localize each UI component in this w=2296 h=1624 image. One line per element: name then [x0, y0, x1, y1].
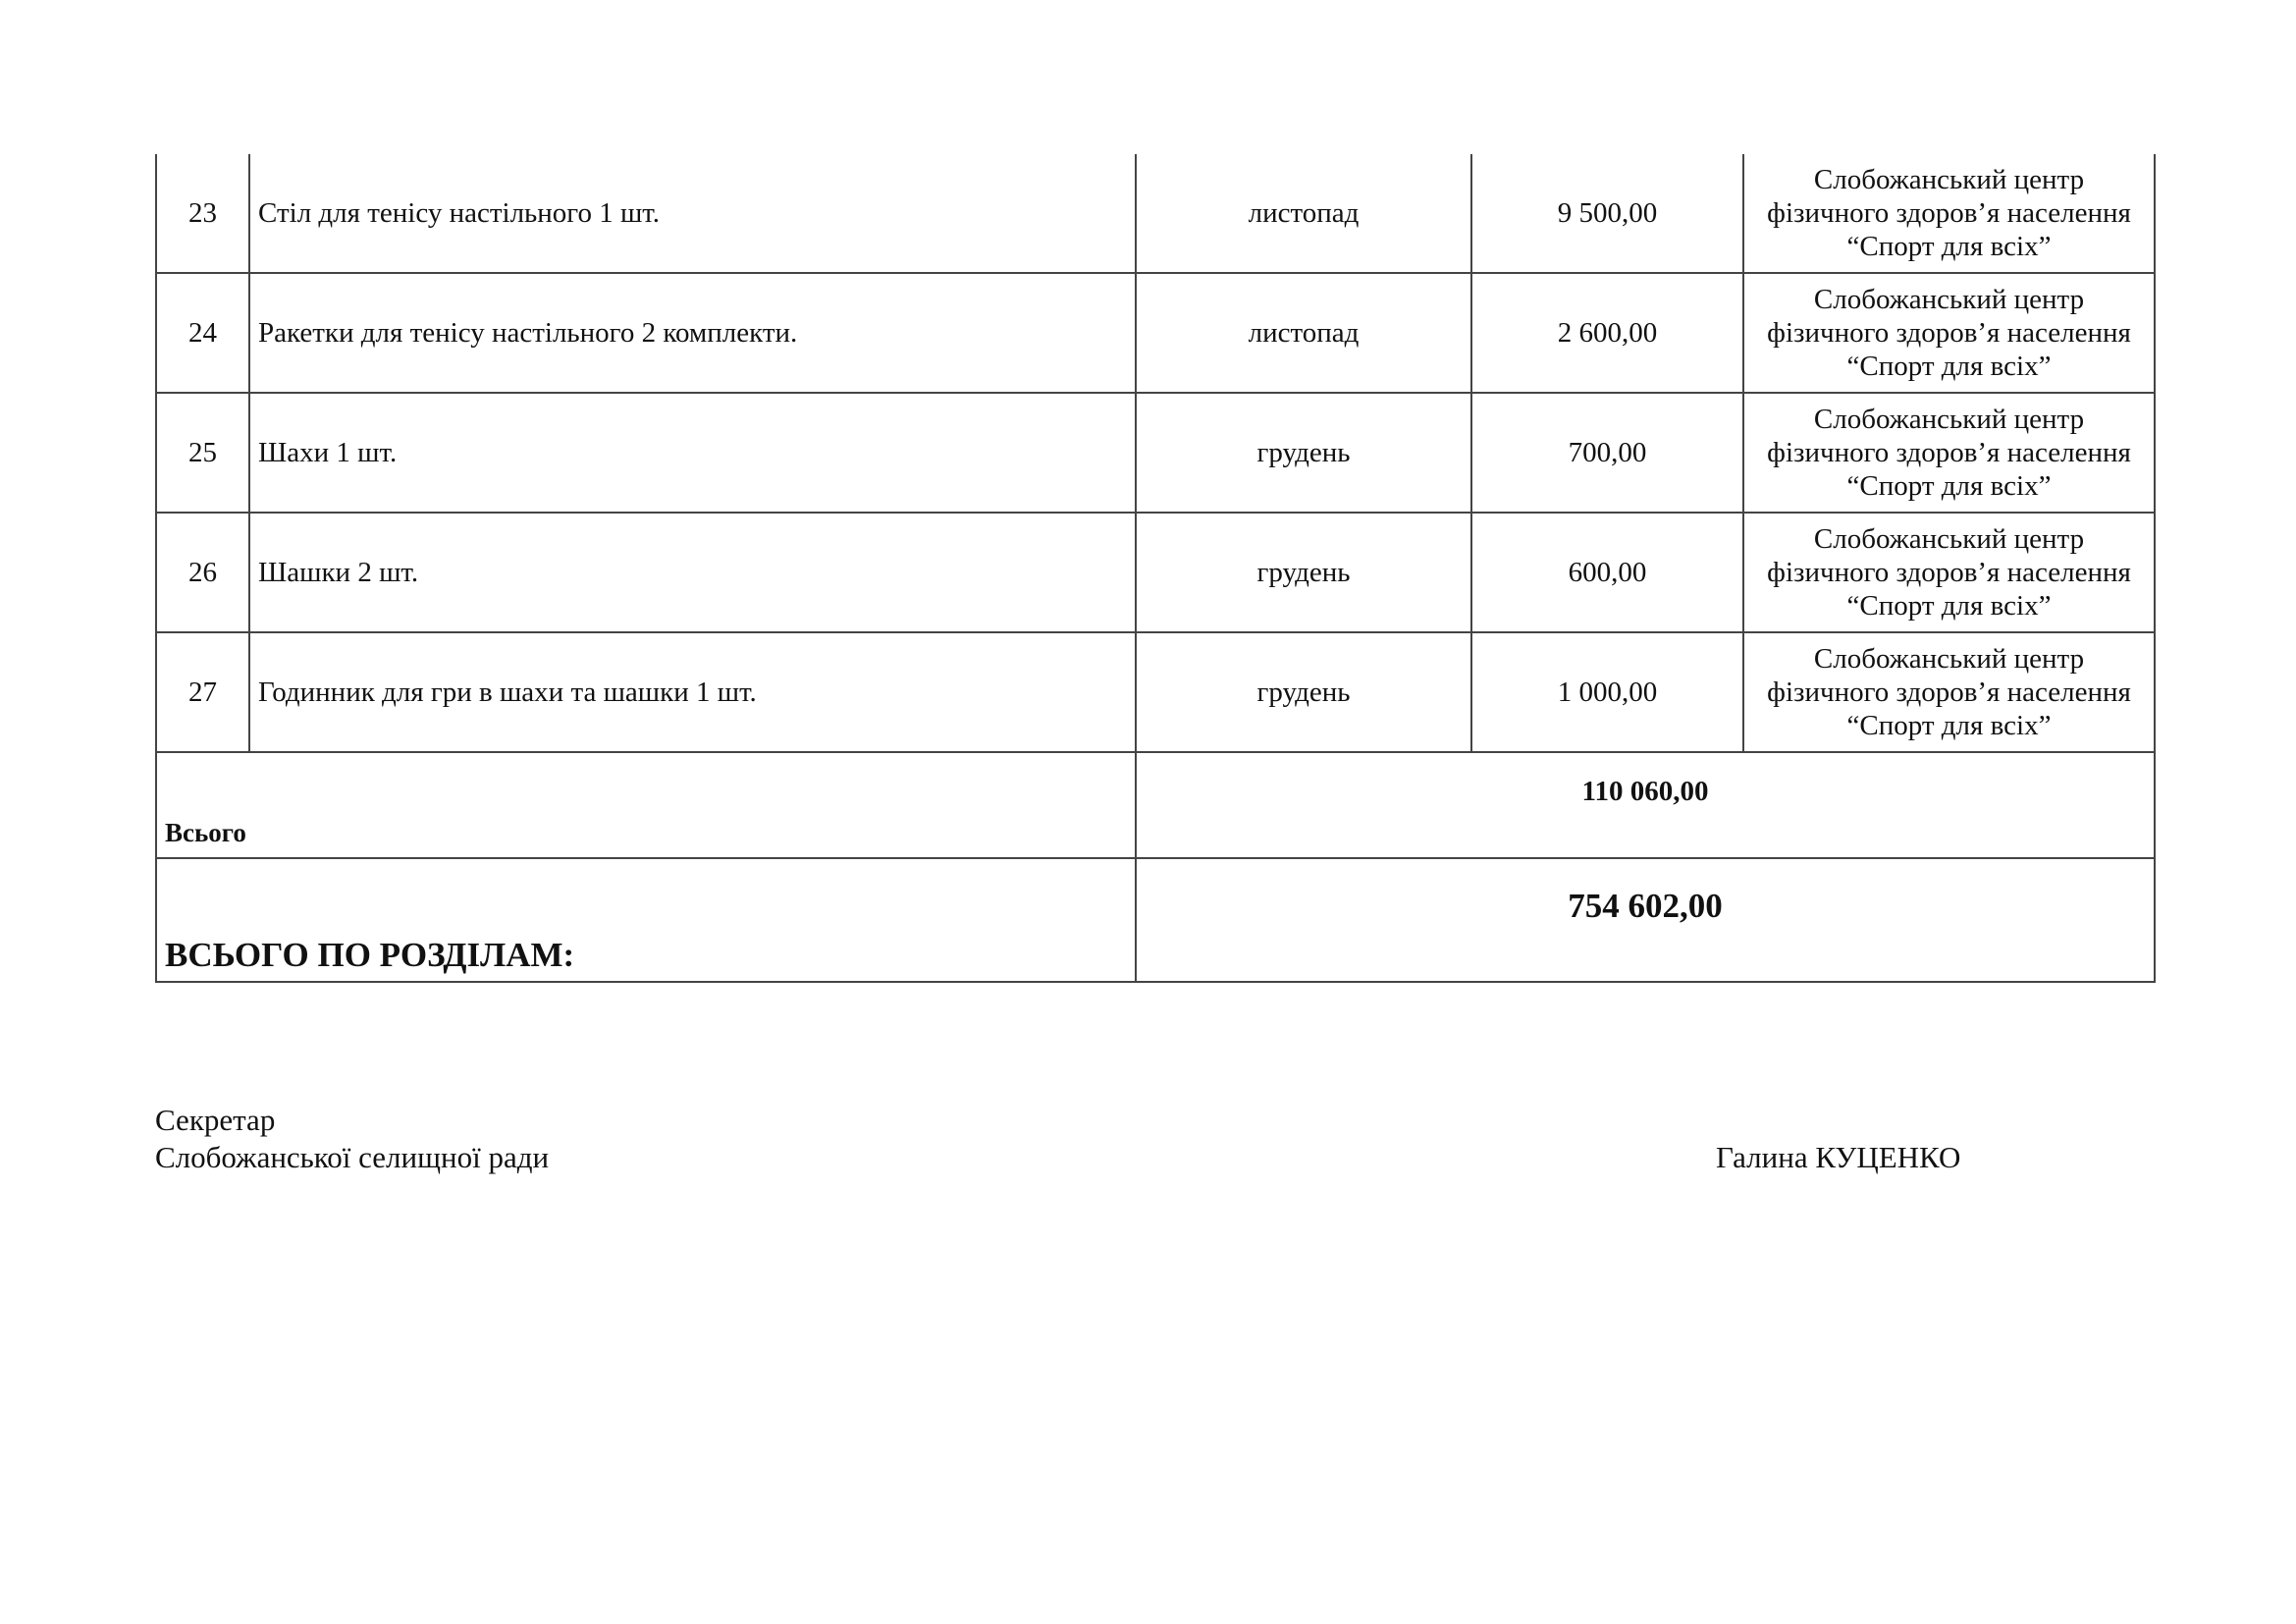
table-row [156, 154, 2155, 273]
item-executor [1743, 393, 2155, 513]
item-name: Годинник для гри в шахи та шашки 1 шт. [249, 632, 1136, 752]
grand-total-label: ВСЬОГО ПО РОЗДІЛАМ: [156, 858, 1136, 982]
row-number: 24 [156, 273, 249, 393]
item-executor [1743, 273, 2155, 393]
row-number: 25 [156, 393, 249, 513]
executor-line: фізичного здоров’я населення [1767, 197, 2131, 229]
executor-line: “Спорт для всіх” [1846, 590, 2052, 622]
item-executor [1743, 632, 2155, 752]
executor-line: Слобожанський центр [1813, 164, 2085, 195]
item-month: листопад [1136, 154, 1471, 273]
row-number: 23 [156, 154, 249, 273]
executor-line: Слобожанський центр [1813, 523, 2085, 555]
executor-line: фізичного здоров’я населення [1767, 317, 2131, 349]
item-name: Шашки 2 шт. [249, 513, 1136, 632]
executor-line: “Спорт для всіх” [1846, 710, 2052, 741]
item-amount: 9 500,00 [1471, 154, 1743, 273]
executor-line: Слобожанський центр [1813, 404, 2085, 435]
item-month: грудень [1136, 393, 1471, 513]
section-total-label: Всього [156, 752, 1136, 858]
item-month: грудень [1136, 513, 1471, 632]
table-row [156, 513, 2155, 632]
item-name: Стіл для тенісу настільного 1 шт. [249, 154, 1136, 273]
table-row [156, 393, 2155, 513]
item-executor [1743, 513, 2155, 632]
item-executor [1743, 154, 2155, 273]
row-number: 27 [156, 632, 249, 752]
procurement-table [155, 154, 2156, 983]
executor-line: фізичного здоров’я населення [1767, 677, 2131, 708]
section-total-value: 110 060,00 [1136, 752, 2155, 858]
grand-total-row [156, 858, 2155, 982]
row-number: 26 [156, 513, 249, 632]
item-amount: 2 600,00 [1471, 273, 1743, 393]
item-name: Шахи 1 шт. [249, 393, 1136, 513]
item-amount: 600,00 [1471, 513, 1743, 632]
table-row [156, 632, 2155, 752]
item-name: Ракетки для тенісу настільного 2 комплекти. [249, 273, 1136, 393]
executor-line: “Спорт для всіх” [1846, 351, 2052, 382]
signatory-title: Секретар [155, 1103, 276, 1137]
table-row [156, 273, 2155, 393]
executor-line: фізичного здоров’я населення [1767, 557, 2131, 588]
executor-line: фізичного здоров’я населення [1767, 437, 2131, 468]
item-month: грудень [1136, 632, 1471, 752]
grand-total-value: 754 602,00 [1136, 858, 2155, 982]
section-total-row [156, 752, 2155, 858]
signatory-organization: Слобожанської селищної ради [155, 1140, 550, 1174]
item-month: листопад [1136, 273, 1471, 393]
item-amount: 1 000,00 [1471, 632, 1743, 752]
executor-line: “Спорт для всіх” [1846, 470, 2052, 502]
item-amount: 700,00 [1471, 393, 1743, 513]
executor-line: Слобожанський центр [1813, 284, 2085, 315]
executor-line: “Спорт для всіх” [1846, 231, 2052, 262]
signatory-name: Галина КУЦЕНКО [1716, 1140, 1961, 1174]
table-body [156, 154, 2155, 982]
executor-line: Слобожанський центр [1813, 643, 2085, 675]
